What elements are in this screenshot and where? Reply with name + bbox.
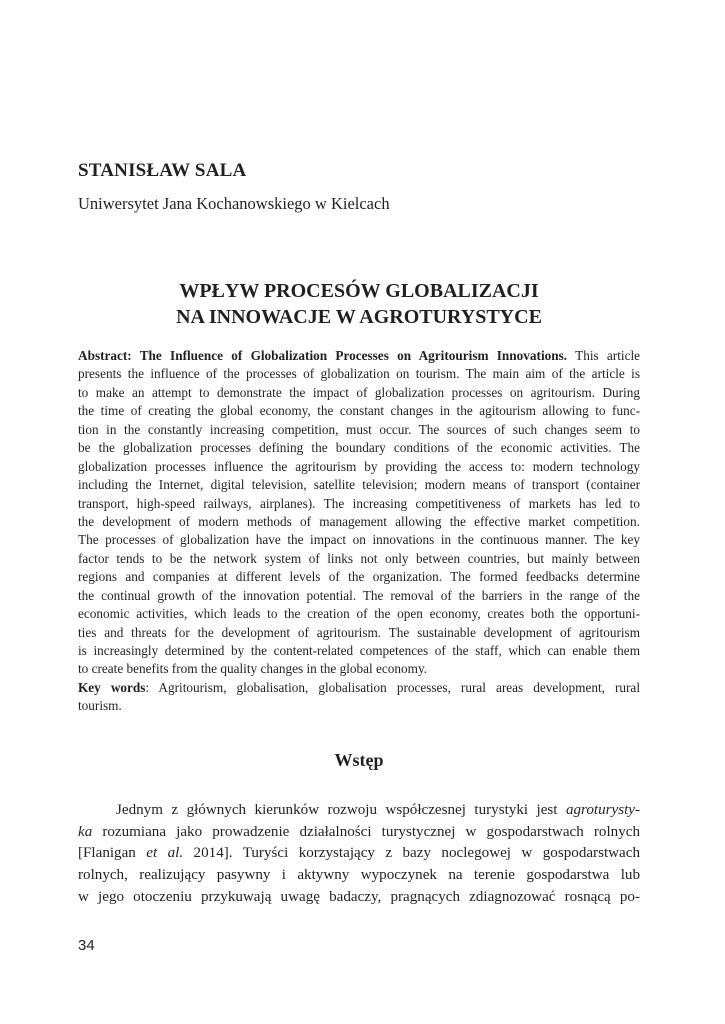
- author-affiliation: Uniwersytet Jana Kochanowskiego w Kielcach: [78, 194, 390, 213]
- author-name: STANISŁAW SALA: [78, 160, 247, 181]
- abstract-line: tion in the constantly increasing competition, must occur. The sources of such changes seem to: [78, 421, 640, 437]
- article-title-line-2: NA INNOWACJE W AGROTURYSTYCE: [176, 306, 542, 328]
- keywords-line: tourism.: [78, 698, 122, 714]
- abstract-line: to make an attempt to demonstrate the impact of globalization processes on agritourism. During: [78, 384, 640, 400]
- abstract-line: The processes of globalization have the impact on innovations in the continuous manner. The key: [78, 532, 640, 548]
- body-line: [Flanigan et al. 2014]. Turyści korzystający z bazy noclegowej w gospodarstwach: [78, 845, 640, 862]
- abstract-label: Abstract: The Influence of Globalization Processes on Agritourism Innovations.: [78, 348, 568, 363]
- abstract-line: the continual growth of the innovation potential. The removal of the barriers in the range of the: [78, 587, 640, 603]
- body-line: Jednym z głównych kierunków rozwoju współczesnej turystyki jest agroturysty-: [116, 802, 640, 818]
- abstract-line: is increasingly determined by the content-related competences of the staff, which can enable them: [78, 643, 640, 658]
- abstract-line: the development of modern methods of management allowing the effective market competition.: [78, 513, 640, 529]
- abstract-line: including the Internet, digital television, satellite television; modern means of transport (container: [78, 477, 640, 493]
- abstract-line: regions and companies at different levels of the organization. The formed feedbacks determine: [78, 569, 640, 585]
- keywords-line: Key words: Agritourism, globalisation, globalisation processes, rural areas development, rural: [78, 679, 640, 695]
- page-number: 34: [78, 937, 95, 954]
- abstract-line: the time of creating the global economy, the constant changes in the agitourism allowing to func-: [78, 403, 640, 419]
- abstract-line: ties and threats for the development of agritourism. The sustainable development of agritourism: [78, 624, 640, 640]
- body-line: ka rozumiana jako prowadzenie działalności turystycznej w gospodarstwach rolnych: [78, 823, 640, 840]
- abstract: [78, 347, 640, 716]
- keywords-label: Key words: [78, 679, 146, 695]
- body-line: w jego otoczeniu przykuwają uwagę badaczy, pragnących zdiagnozować rosnącą po-: [78, 888, 640, 905]
- article-title-line-1: WPŁYW PROCESÓW GLOBALIZACJI: [179, 280, 539, 302]
- abstract-line: presents the influence of the processes of globalization on tourism. The main aim of the article is: [78, 366, 640, 382]
- body-line: rolnych, realizujący pasywny i aktywny wypoczynek na terenie gospodarstwa lub: [78, 867, 640, 884]
- abstract-line: Abstract: The Influence of Globalization Processes on Agritourism Innovations. This article: [78, 348, 641, 363]
- section-heading: Wstęp: [334, 750, 384, 770]
- abstract-line: to create benefits from the quality changes in the global economy.: [78, 661, 428, 677]
- abstract-line: transport, high-speed railways, airplanes). The increasing competitiveness of markets has led to: [78, 495, 640, 511]
- body-paragraph: [78, 800, 640, 908]
- abstract-line: be the globalization processes defining the boundary conditions of the economic activities. The: [78, 440, 640, 456]
- abstract-line: factor tends to be the network system of links not only between countries, but mainly between: [78, 550, 640, 566]
- abstract-line: economic activities, which leads to the creation of the open economy, creates both the opportuni-: [78, 606, 640, 622]
- abstract-line: globalization processes influence the agritourism by providing the access to: modern technology: [78, 458, 640, 474]
